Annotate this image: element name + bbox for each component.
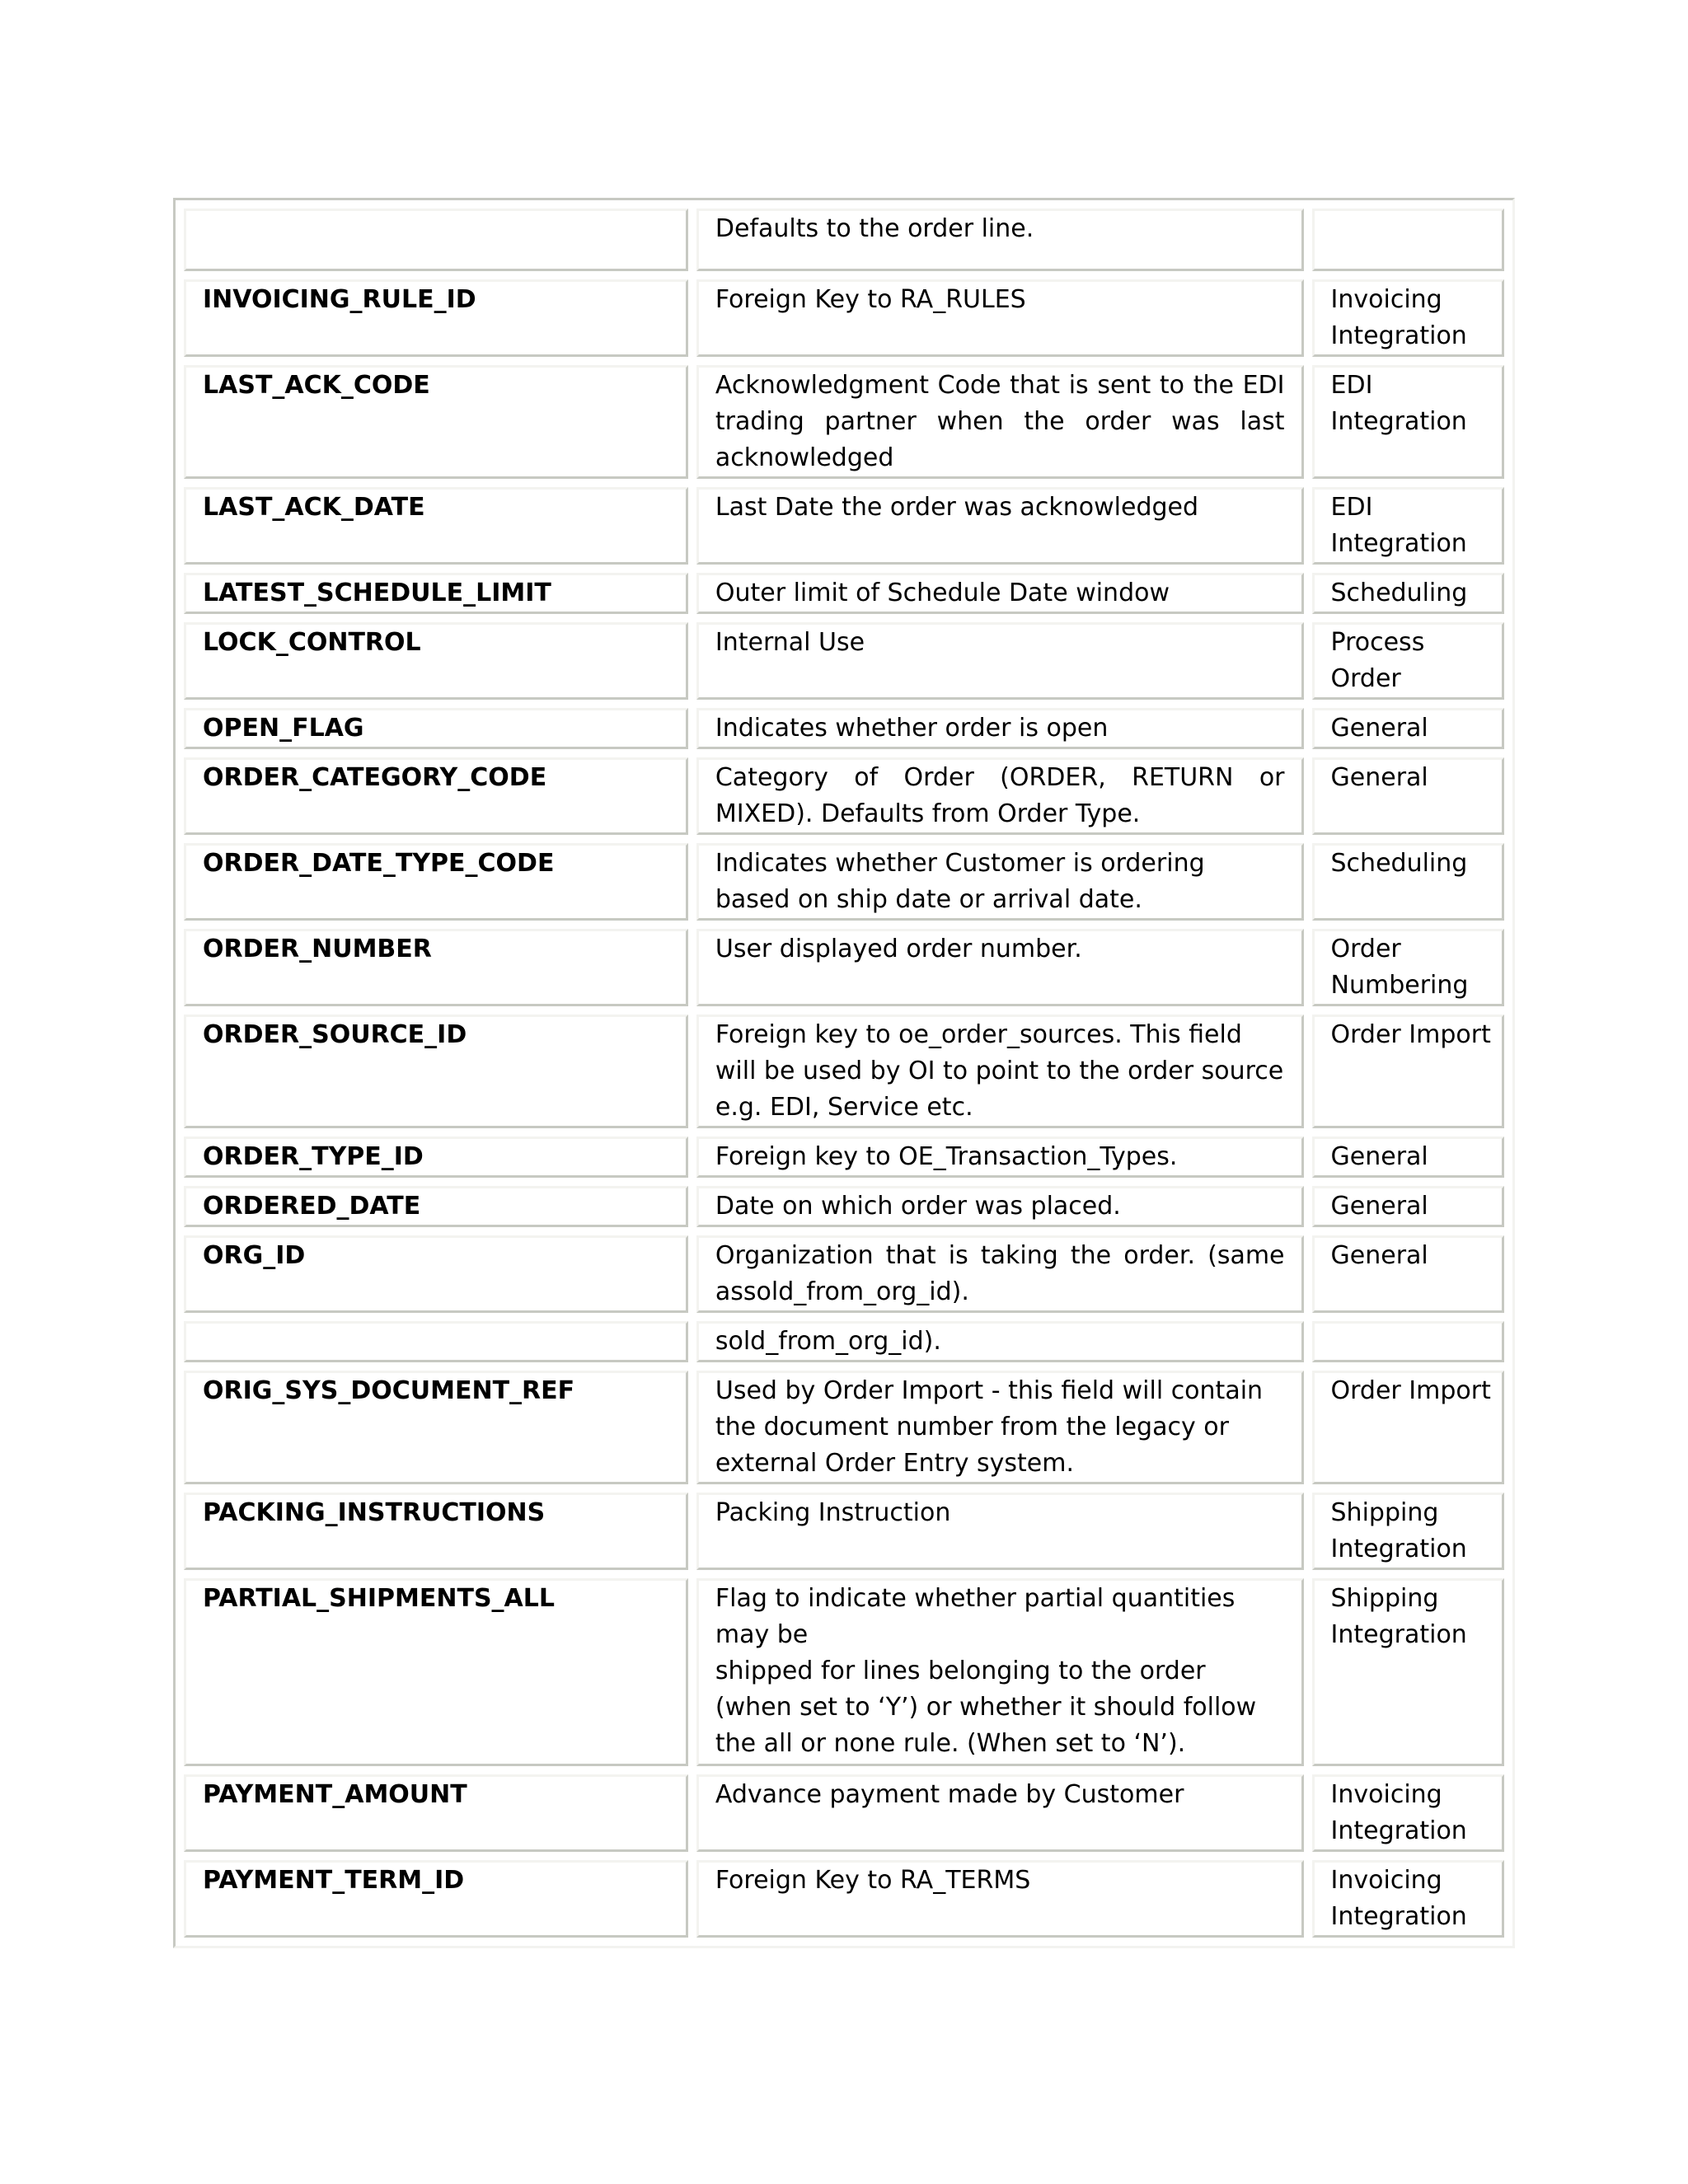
table-row [184,929,1504,1006]
description-cell: Foreign key to OE_Transaction_Types. [696,1137,1304,1178]
column-name-cell: ORIG_SYS_DOCUMENT_REF [184,1371,688,1484]
column-name-cell: ORDER_TYPE_ID [184,1137,688,1178]
category-cell: Invoicing Integration [1312,1774,1504,1852]
category-cell [1312,209,1504,271]
table-row [184,757,1504,835]
description-cell: Indicates whether order is open [696,708,1304,749]
description-cell: User displayed order number. [696,929,1304,1006]
column-name-cell: LATEST_SCHEDULE_LIMIT [184,573,688,614]
description-cell: Internal Use [696,622,1304,700]
column-name-cell: OPEN_FLAG [184,708,688,749]
table-row [184,843,1504,921]
category-cell: Invoicing Integration [1312,1860,1504,1938]
category-cell: Shipping Integration [1312,1578,1504,1766]
column-name-cell: LOCK_CONTROL [184,622,688,700]
category-cell: Scheduling [1312,573,1504,614]
category-cell: EDI Integration [1312,365,1504,479]
table-row [184,279,1504,357]
category-cell: General [1312,1186,1504,1227]
table-row [184,622,1504,700]
column-name-cell: LAST_ACK_CODE [184,365,688,479]
table-row [184,1137,1504,1178]
table-row [184,1860,1504,1938]
category-cell: General [1312,1137,1504,1178]
description-cell: sold_from_org_id). [696,1321,1304,1362]
column-name-cell: INVOICING_RULE_ID [184,279,688,357]
description-cell: Defaults to the order line. [696,209,1304,271]
category-cell: Process Order [1312,622,1504,700]
column-name-cell: PAYMENT_AMOUNT [184,1774,688,1852]
description-cell: Category of Order (ORDER, RETURN or MIXED). Defaults from Order Type. [696,757,1304,835]
column-name-cell [184,209,688,271]
column-name-cell: PAYMENT_TERM_ID [184,1860,688,1938]
attribute-table [173,198,1515,1948]
category-cell: EDI Integration [1312,487,1504,565]
description-cell: Acknowledgment Code that is sent to the EDI trading partner when the order was last acknowledged [696,365,1304,479]
table-row [184,209,1504,271]
category-cell: Order Numbering [1312,929,1504,1006]
table-row [184,1578,1504,1766]
column-name-cell: PACKING_INSTRUCTIONS [184,1493,688,1570]
column-name-cell: ORDERED_DATE [184,1186,688,1227]
column-name-cell: PARTIAL_SHIPMENTS_ALL [184,1578,688,1766]
table-row [184,1186,1504,1227]
category-cell: General [1312,708,1504,749]
table-row [184,487,1504,565]
category-cell: Shipping Integration [1312,1493,1504,1570]
description-cell: Indicates whether Customer is ordering based on ship date or arrival date. [696,843,1304,921]
description-cell: Foreign Key to RA_TERMS [696,1860,1304,1938]
category-cell: General [1312,757,1504,835]
category-cell [1312,1321,1504,1362]
table-row [184,1371,1504,1484]
description-cell: Date on which order was placed. [696,1186,1304,1227]
description-cell: Flag to indicate whether partial quantities may be shipped for lines belonging to the order (when set to ‘Y’) or whether it should follow the all or none rule. (When set to ‘N’). [696,1578,1304,1766]
description-cell: Advance payment made by Customer [696,1774,1304,1852]
category-cell: Invoicing Integration [1312,279,1504,357]
description-cell: Used by Order Import - this field will contain the document number from the legacy or external Order Entry system. [696,1371,1304,1484]
table-row [184,365,1504,479]
category-cell: Order Import [1312,1371,1504,1484]
category-cell: General [1312,1235,1504,1313]
table-row [184,573,1504,614]
column-name-cell: ORDER_CATEGORY_CODE [184,757,688,835]
category-cell: Order Import [1312,1015,1504,1128]
table-row [184,1015,1504,1128]
category-cell: Scheduling [1312,843,1504,921]
table-row [184,708,1504,749]
column-name-cell: ORDER_SOURCE_ID [184,1015,688,1128]
table-row [184,1235,1504,1313]
column-name-cell [184,1321,688,1362]
column-name-cell: ORG_ID [184,1235,688,1313]
description-cell: Foreign Key to RA_RULES [696,279,1304,357]
description-cell: Packing Instruction [696,1493,1304,1570]
description-cell: Organization that is taking the order. (same assold_from_org_id). [696,1235,1304,1313]
description-cell: Foreign key to oe_order_sources. This field will be used by OI to point to the order source e.g. EDI, Service etc. [696,1015,1304,1128]
table-row [184,1774,1504,1852]
description-cell: Last Date the order was acknowledged [696,487,1304,565]
column-name-cell: LAST_ACK_DATE [184,487,688,565]
table-row [184,1493,1504,1570]
column-name-cell: ORDER_DATE_TYPE_CODE [184,843,688,921]
column-name-cell: ORDER_NUMBER [184,929,688,1006]
table-row [184,1321,1504,1362]
description-cell: Outer limit of Schedule Date window [696,573,1304,614]
